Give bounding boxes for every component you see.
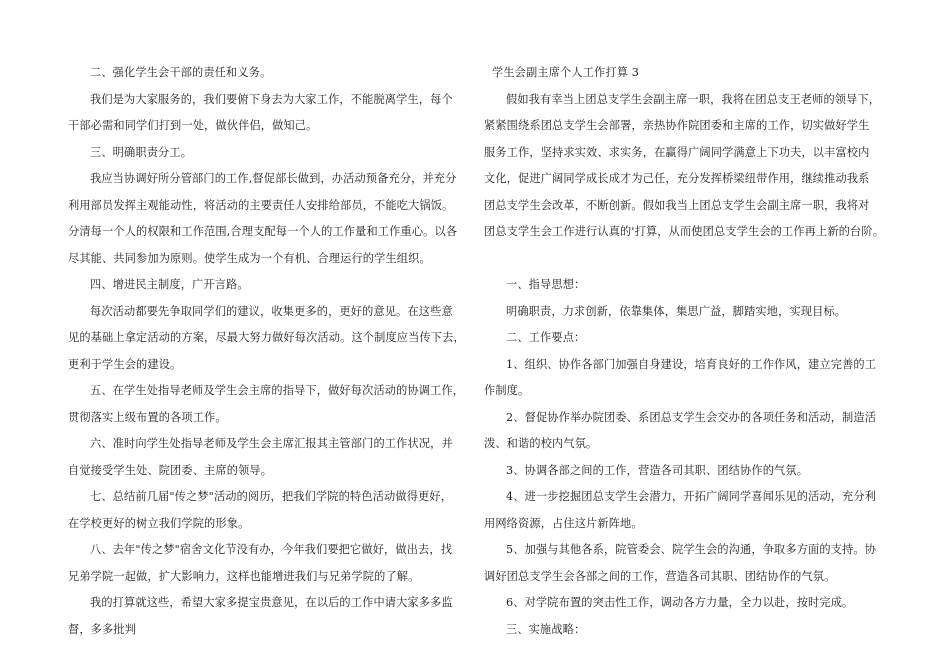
text-line: 文化，促进广阔同学成长成才为己任，充分发挥桥梁纽带作用，继续推动我系 xyxy=(484,172,870,185)
text-line: 分清每一个人的权限和工作范围,合理支配每一个人的工作量和工作重心。以各 xyxy=(68,225,458,238)
text-line: 见的基础上拿定活动的方案，尽最大努力做好每次活动。这个制度应当传下去， xyxy=(68,331,465,344)
text-line: 我们是为大家服务的，我们要俯下身去为大家工作，不能脱离学生，每个 xyxy=(90,92,453,106)
text-line: 学生会副主席个人工作打算 3 xyxy=(492,66,640,79)
text-line: 2、督促协作举办院团委、系团总支学生会交办的各项任务和活动，制造活 xyxy=(506,410,877,424)
text-line: 四、增进民主制度，广开言路。 xyxy=(90,278,249,291)
paragraph xyxy=(484,617,882,644)
text-line: 1、组织、协作各部门加强自身建设，培育良好的工作作风，建立完善的工 xyxy=(506,357,877,371)
text-line: 二、强化学生会干部的责任和义务。 xyxy=(90,66,272,79)
text-line: 每次活动都要先争取同学们的建议，收集更多的，更好的意见。在这些意 xyxy=(90,304,453,318)
text-line: 团总支学生会工作进行认真的'打算，从而使团总支学生会的工作再上新的台阶。 xyxy=(484,225,885,238)
text-line: 五、在学生处指导老师及学生会主席的指导下，做好每次活动的协调工作， xyxy=(90,384,465,397)
text-line: 七、总结前几届"传之梦"活动的阅历，把我们学院的特色活动做得更好， xyxy=(90,490,453,503)
text-line: 3、协调各部之间的工作，营造各司其职、团结协作的气氛。 xyxy=(506,463,809,477)
text-line: 更利于学生会的建设。 xyxy=(68,357,182,371)
text-line: 我的打算就这些，希望大家多提宝贵意见，在以后的工作中请大家多多监 xyxy=(90,596,453,609)
paragraph xyxy=(68,140,460,167)
right-text-column xyxy=(484,60,885,643)
text-line: 八、去年"传之梦"宿舍文化节没有办，今年我们要把它做好，做出去，找 xyxy=(90,543,453,556)
paragraph xyxy=(484,87,885,246)
text-line: 六、准时向学生处指导老师及学生会主席汇报其主管部门的工作状况，并 xyxy=(90,437,453,450)
text-line: 在学校更好的树立我们学院的形象。 xyxy=(68,516,250,530)
section-title xyxy=(484,60,882,87)
text-line: 督，多多批判 xyxy=(68,622,137,636)
text-line: 4、进一步挖掘团总支学生会潜力，开拓广阔同学喜闻乐见的活动，充分利 xyxy=(506,490,877,503)
paragraph xyxy=(68,431,460,484)
text-line: 5、加强与其他各系，院管委会、院学生会的沟通，争取多方面的支持。协 xyxy=(506,543,877,556)
paragraph xyxy=(68,272,460,299)
paragraph xyxy=(68,60,460,87)
paragraph xyxy=(484,299,882,326)
text-line: 明确职责，力求创新，依靠集体，集思广益，脚踏实地，实现目标。 xyxy=(506,304,847,318)
text-line: 团总支学生会改革，不断创新。假如我当上团总支学生会副主席一职，我将对 xyxy=(484,198,870,212)
paragraph xyxy=(484,325,882,352)
text-line: 假如我有幸当上团总支学生会副主席一职，我将在团总支王老师的领导下， xyxy=(506,92,881,106)
paragraph xyxy=(484,272,882,299)
text-line: 自觉接受学生处、院团委、主席的领导。 xyxy=(68,463,273,477)
paragraph xyxy=(68,166,460,272)
text-line: 三、实施战略： xyxy=(506,622,586,636)
text-line: 6、对学院布置的突击性工作，调动各方力量，全力以赴，按时完成。 xyxy=(506,596,854,609)
text-line: 尽其能、共同参加为原则。使学生成为一个有机、合理运行的学生组织。 xyxy=(68,251,431,265)
paragraph xyxy=(484,537,882,590)
paragraph xyxy=(484,590,882,617)
text-line: 用网络资源，占住这片新阵地。 xyxy=(484,516,643,530)
blank-line xyxy=(484,246,882,273)
paragraph xyxy=(68,378,465,431)
paragraph xyxy=(68,484,460,537)
text-line: 二、工作要点： xyxy=(506,331,586,344)
text-line: 一、指导思想： xyxy=(506,278,586,291)
text-line: 利用部员发挥主观能动性，将活动的主要责任人安排给部员，不能吃大锅饭。 xyxy=(68,198,454,212)
text-line: 调好团总支学生会各部之间的工作，营造各司其职、团结协作的气氛。 xyxy=(484,569,836,583)
text-line: 三、明确职责分工。 xyxy=(90,145,193,159)
text-line: 作制度。 xyxy=(484,384,530,397)
text-line: 干部必需和同学们打到一处，做伙伴侣，做知己。 xyxy=(68,119,318,132)
paragraph xyxy=(68,299,465,379)
paragraph xyxy=(68,537,460,590)
text-line: 紧紧围绕系团总支学生会部署，亲热协作院团委和主席的工作，切实做好学生 xyxy=(484,119,870,132)
paragraph xyxy=(484,352,882,405)
text-line: 贯彻落实上级布置的各项工作。 xyxy=(68,410,227,424)
paragraph xyxy=(484,458,882,485)
paragraph xyxy=(68,87,460,140)
left-text-column xyxy=(68,60,465,643)
text-line: 我应当协调好所分管部门的工作,督促部长做到，办活动预备充分，并充分 xyxy=(90,172,457,185)
text-line: 服务工作，坚持求实效、求实务，在赢得广阔同学满意上下功夫，以丰富校内 xyxy=(484,145,870,159)
paragraph xyxy=(68,590,460,643)
paragraph xyxy=(484,405,882,458)
text-line: 泼、和谐的校内气氛。 xyxy=(484,437,598,450)
paragraph xyxy=(484,484,882,537)
text-line: 兄弟学院一起做，扩大影响力，这样也能增进我们与兄弟学院的了解。 xyxy=(68,569,420,583)
